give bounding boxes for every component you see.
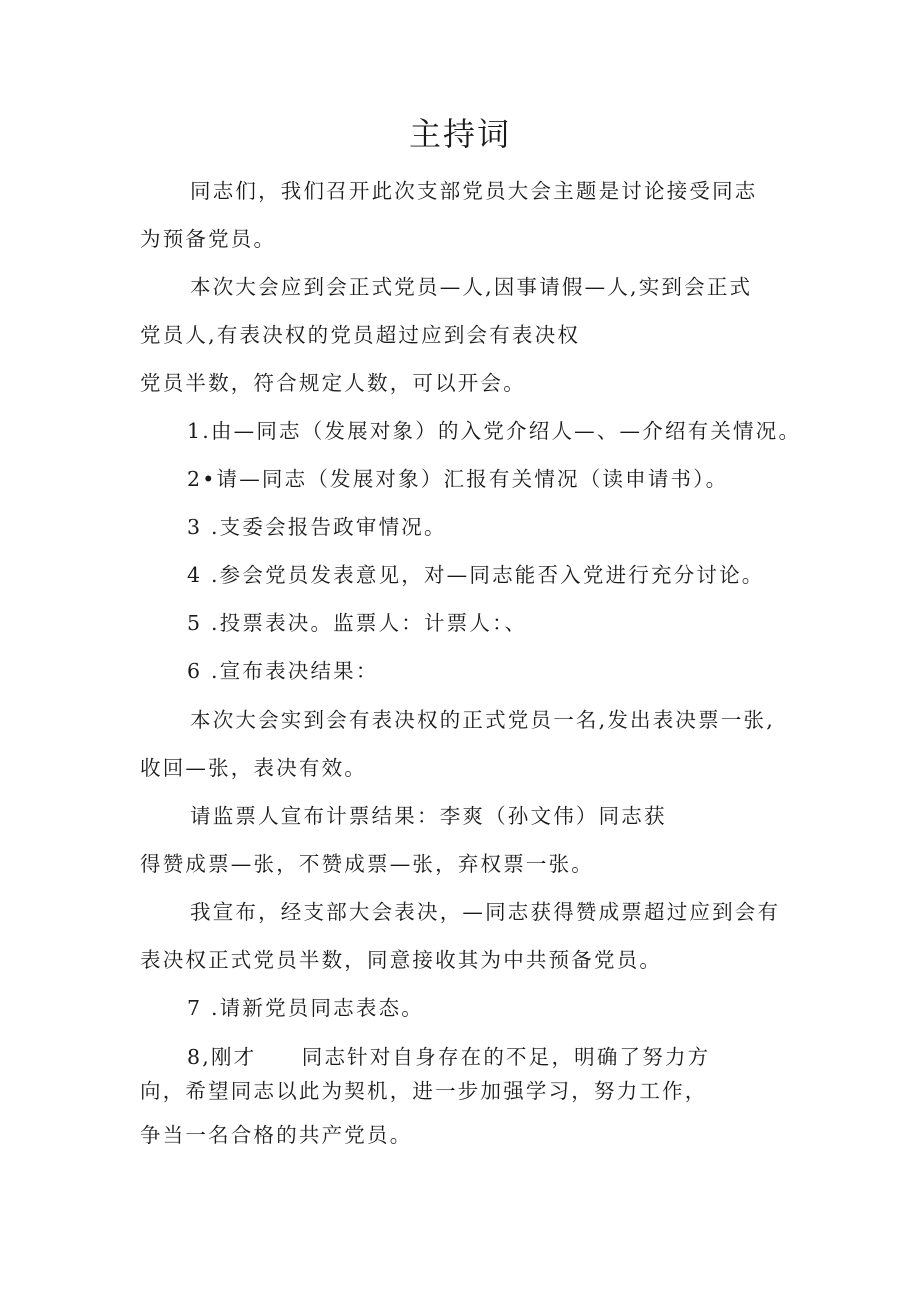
document-title: 主持词: [408, 115, 511, 153]
paragraph-line: 表决权正式党员半数，同意接收其为中共预备党员。: [140, 948, 663, 972]
paragraph-line: 党员人,有表决权的党员超过应到会有表决权: [140, 323, 581, 347]
paragraph-line: 党员半数，符合规定人数，可以开会。: [140, 371, 526, 395]
list-item-7: 7 .请新党员同志表态。: [187, 996, 424, 1020]
paragraph-line: 收回—张，表决有效。: [140, 756, 367, 780]
list-item-6: 6 .宣布表决结果：: [187, 659, 379, 683]
list-item-3: 3 .支委会报告政审情况。: [187, 515, 447, 539]
paragraph-line: 为预备党员。: [140, 227, 277, 251]
paragraph-line: 本次大会实到会有表决权的正式党员一名,发出表决票一张,: [190, 708, 775, 732]
paragraph-line: 请监票人宣布计票结果：李爽（孙文伟）同志获: [190, 804, 667, 828]
list-item-4: 4 .参会党员发表意见，对—同志能否入党进行充分讨论。: [187, 563, 765, 587]
paragraph-line: 争当一名合格的共产党员。: [140, 1123, 413, 1147]
list-item-1: 1.由—同志（发展对象）的入党介绍人—、—介绍有关情况。: [187, 419, 802, 443]
paragraph-line: 向，希望同志以此为契机，进一步加强学习，努力工作，: [140, 1079, 708, 1103]
paragraph-line: 得赞成票—张，不赞成票—张，弃权票一张。: [140, 852, 594, 876]
list-item-8: 8,刚才 同志针对自身存在的不足，明确了努力方: [187, 1045, 711, 1069]
paragraph-line: 同志们，我们召开此次支部党员大会主题是讨论接受同志: [190, 179, 758, 203]
paragraph-line: 我宣布，经支部大会表决，—同志获得赞成票超过应到会有: [190, 900, 781, 924]
list-item-2: 2•请—同志（发展对象）汇报有关情况（读申请书）。: [187, 467, 729, 491]
list-item-5: 5 .投票表决。监票人：计票人：、: [187, 611, 528, 635]
paragraph-line: 本次大会应到会正式党员—人,因事请假—人,实到会正式: [190, 275, 753, 299]
